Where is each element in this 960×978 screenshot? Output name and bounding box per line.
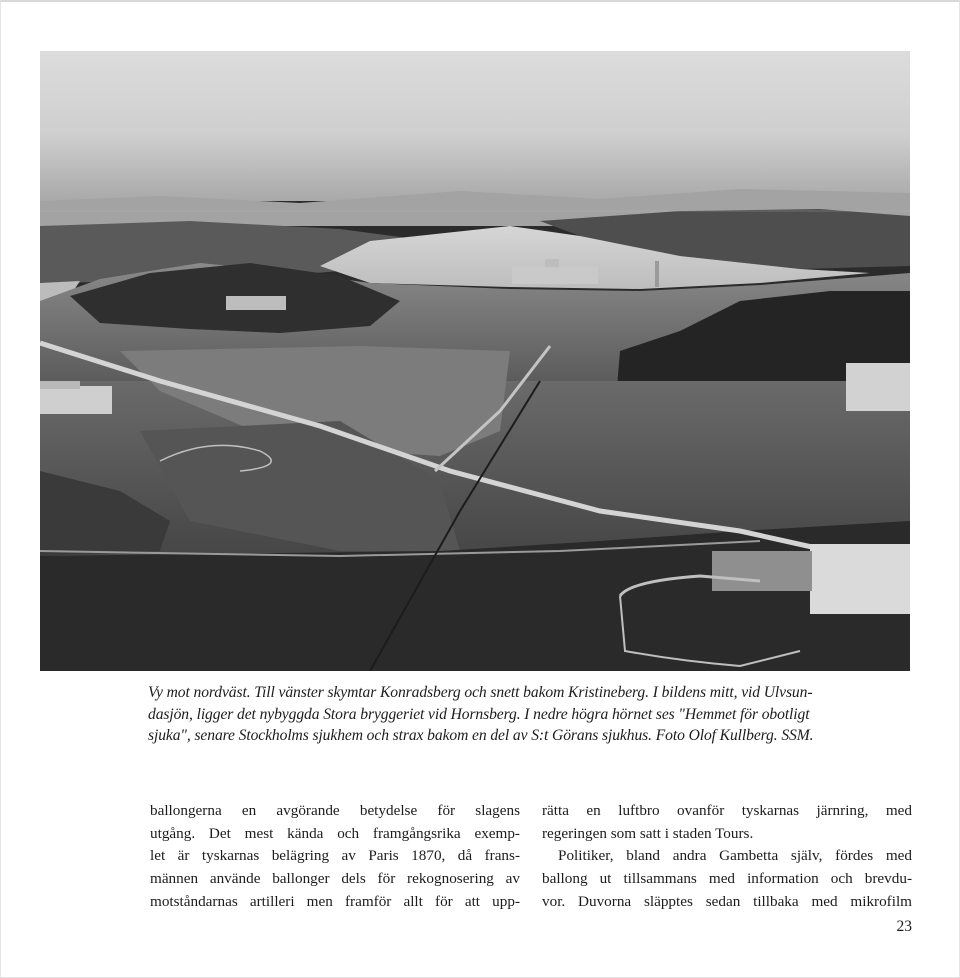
- body-line: ballong ut tillsammans med information och brevdu-: [542, 870, 912, 888]
- konradsberg-roof: [40, 381, 80, 389]
- hemmet-annex: [712, 551, 812, 591]
- body-column-right: [542, 800, 912, 914]
- page-number: 23: [896, 918, 912, 935]
- konradsberg-building: [40, 386, 112, 414]
- body-line: motståndarnas artilleri men framför allt för att upp-: [150, 892, 520, 910]
- brewery-building: [512, 266, 598, 284]
- body-line: vor. Duvorna släpptes sedan tillbaka med mikrofilm: [542, 892, 912, 910]
- photo-illustration: [40, 51, 910, 671]
- body-line: let är tyskarnas belägring av Paris 1870, då frans-: [150, 847, 520, 865]
- sky: [40, 51, 910, 201]
- chimney: [655, 261, 659, 287]
- body-line: regeringen som satt i staden Tours.: [542, 824, 754, 842]
- body-line: Politiker, bland andra Gambetta själv, fördes med: [558, 847, 912, 865]
- body-line: männen använde ballonger dels för rekognosering av: [150, 870, 520, 888]
- caption-line: sjuka", senare Stockholms sjukhem och strax bakom en del av S:t Görans sjukhus. Foto Olof Kullberg. SSM.: [148, 727, 814, 744]
- caption-line: dasjön, ligger det nybyggda Stora bryggeriet vid Hornsberg. I nedre högra hörnet ses "Hemmet för obotligt: [148, 705, 810, 723]
- kristineberg-building: [226, 296, 286, 310]
- body-line: rätta en luftbro ovanför tyskarnas järnring, med: [542, 802, 912, 819]
- body-line: ballongerna en avgörande betydelse för slagens: [150, 802, 520, 819]
- body-column-left: [150, 800, 520, 914]
- st-gorans-hospital: [846, 363, 910, 411]
- aerial-photograph: [40, 51, 910, 671]
- body-line: utgång. Det mest kända och framgångsrika exemp-: [150, 824, 520, 842]
- caption-line: Vy mot nordväst. Till vänster skymtar Konradsberg och snett bakom Kristineberg. I bildens mitt, vid Ulvsun-: [148, 684, 813, 701]
- photo-caption: [148, 682, 918, 747]
- brewery-tower: [545, 259, 559, 267]
- hemmet-building: [810, 544, 910, 614]
